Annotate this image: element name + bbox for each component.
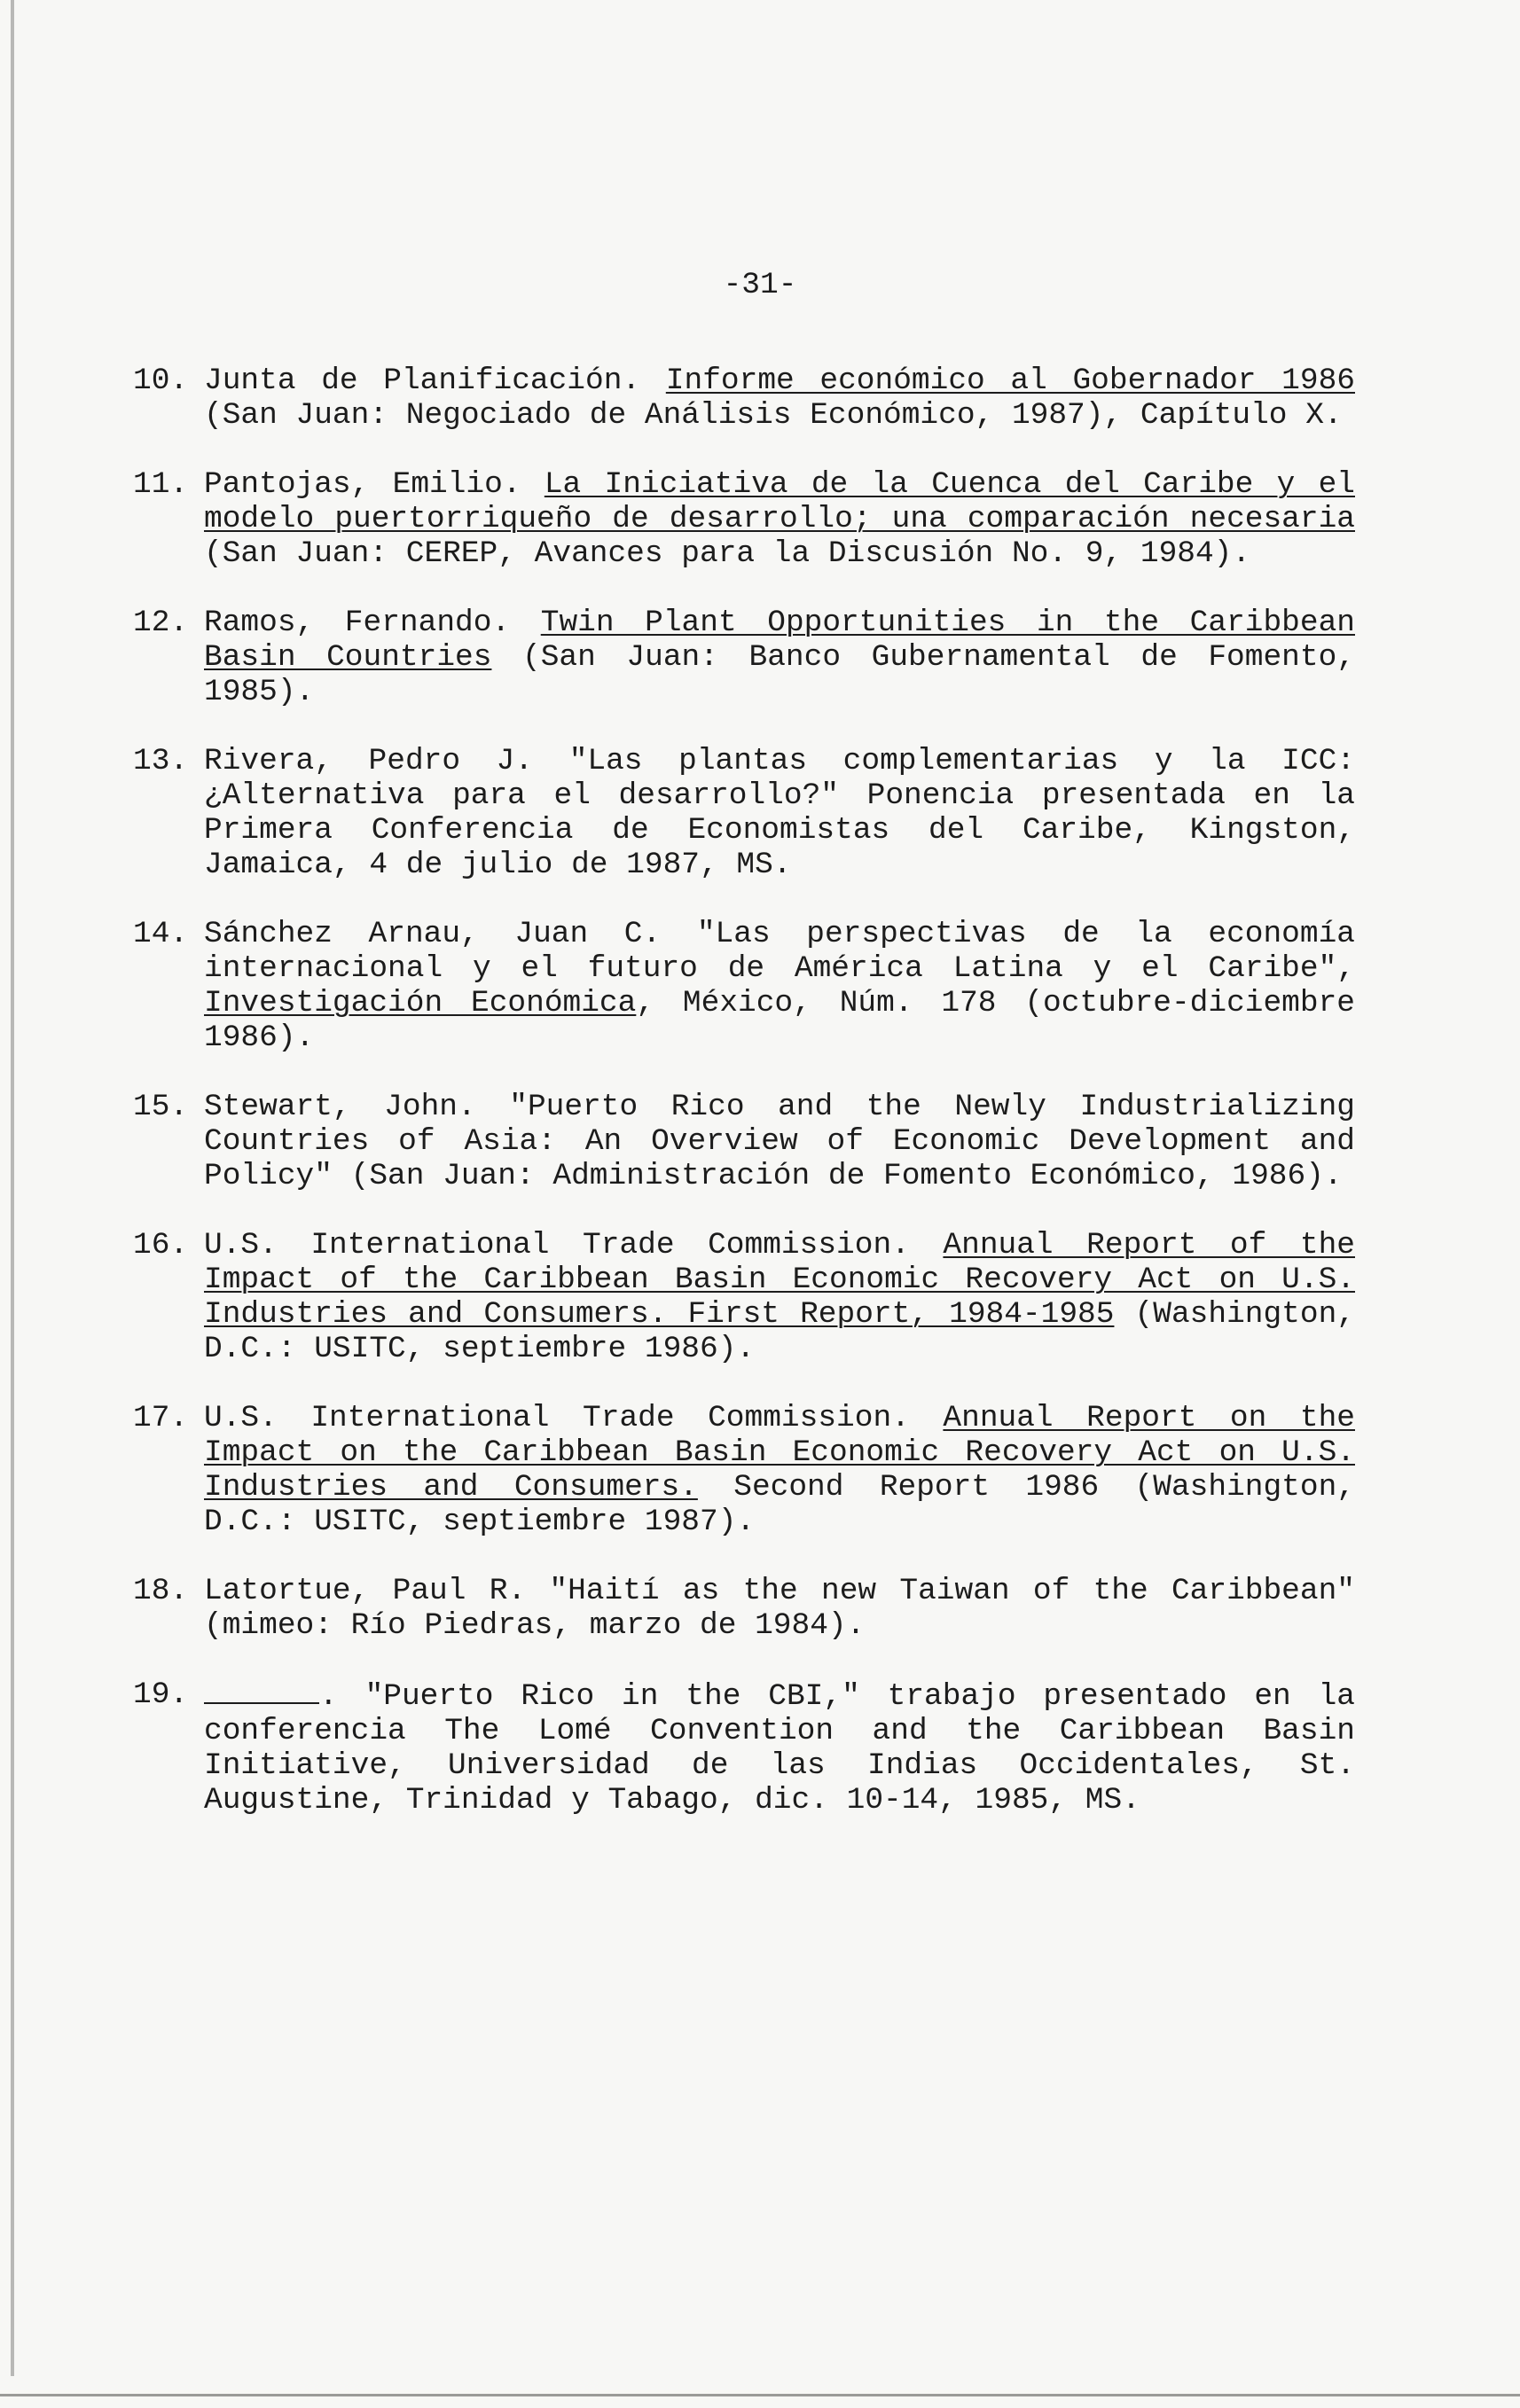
reference-title: Annual Report of the Impact of the Caribbean Basin Economic Recovery Act on U.S. Industries and Consumers. First Report, 1984-1985 — [204, 1228, 1355, 1332]
reference-title: La Iniciativa de la Cuenca del Caribe y el modelo puertorriqueño de desarrollo; una comparación necesaria — [204, 467, 1355, 536]
reference-segment: U.S. International Trade Commission. — [204, 1401, 944, 1435]
reference-segment: Pantojas, Emilio. — [204, 467, 545, 502]
reference-number: 13. — [133, 744, 189, 778]
reference-number: 15. — [133, 1090, 189, 1124]
reference-segment: (San Juan: Negociado de Análisis Económico, 1987), Capítulo X. — [204, 398, 1343, 433]
reference-text — [204, 744, 1355, 882]
reference-number: 12. — [133, 606, 189, 640]
reference-segment: (Washington, D.C.: USITC, septiembre 1986). — [204, 1297, 1355, 1366]
reference-segment: Sánchez Arnau, Juan C. "Las perspectivas de la economía internacional y el futuro de América Latina y el Caribe", — [204, 917, 1355, 986]
reference-title: Annual Report on the Impact on the Caribbean Basin Economic Recovery Act on U.S. Industries and Consumers. — [204, 1401, 1355, 1505]
reference-segment: Ramos, Fernando. — [204, 606, 541, 640]
page-number: -31- — [723, 268, 797, 302]
reference-segment: Second Report 1986 (Washington, D.C.: USITC, septiembre 1987). — [204, 1470, 1355, 1539]
reference-segment: Junta de Planificación. — [204, 364, 666, 398]
author-repeat-blank — [204, 1677, 319, 1704]
reference-text — [204, 1574, 1355, 1643]
reference-number: 11. — [133, 467, 189, 502]
reference-number: 17. — [133, 1401, 189, 1435]
reference-text — [204, 467, 1355, 571]
reference-entry — [0, 917, 1520, 1055]
reference-entry — [0, 1574, 1520, 1643]
reference-entry — [0, 1090, 1520, 1193]
reference-segment: , México, Núm. 178 (octubre-diciembre 1986). — [204, 986, 1355, 1055]
reference-entry — [0, 467, 1520, 571]
reference-text — [204, 1228, 1355, 1366]
reference-segment: (San Juan: Banco Gubernamental de Fomento, 1985). — [204, 640, 1355, 709]
reference-number: 16. — [133, 1228, 189, 1263]
reference-text — [204, 1677, 1355, 1818]
reference-entry — [0, 1228, 1520, 1366]
reference-segment: Rivera, Pedro J. "Las plantas complementarias y la ICC: ¿Alternativa para el desarrollo?" Ponencia presentada en la Primera Conferencia de Economistas del Caribe, Kingston, Jamaica, 4 de julio de 1987, MS. — [204, 744, 1355, 882]
reference-entry — [0, 606, 1520, 709]
reference-segment: Stewart, John. "Puerto Rico and the Newly Industrializing Countries of Asia: An Overview of Economic Development and Policy" (San Juan: Administración de Fomento Económico, 1986). — [204, 1090, 1355, 1193]
reference-text — [204, 606, 1355, 709]
reference-segment: . "Puerto Rico in the CBI," trabajo presentado en la conferencia The Lomé Convention and the Caribbean Basin Initiative, Universidad de las Indias Occidentales, St. Augustine, Trinidad y Tabago, dic. 10-14, 1985, MS. — [204, 1679, 1355, 1818]
reference-title: Informe económico al Gobernador 1986 — [665, 364, 1355, 398]
reference-number: 19. — [133, 1677, 189, 1712]
reference-segment: U.S. International Trade Commission. — [204, 1228, 944, 1263]
reference-entry — [0, 1401, 1520, 1539]
reference-number: 18. — [133, 1574, 189, 1608]
reference-number: 10. — [133, 364, 189, 398]
reference-entry — [0, 744, 1520, 882]
reference-title: Investigación Económica — [204, 986, 637, 1020]
reference-entry — [0, 1677, 1520, 1818]
reference-entry — [0, 364, 1520, 433]
reference-text — [204, 1401, 1355, 1539]
reference-list — [0, 364, 1520, 1852]
reference-segment: (San Juan: CEREP, Avances para la Discusión No. 9, 1984). — [204, 536, 1251, 571]
reference-text — [204, 1090, 1355, 1193]
reference-text — [204, 917, 1355, 1055]
reference-segment: Latortue, Paul R. "Haití as the new Taiwan of the Caribbean" (mimeo: Río Piedras, marzo de 1984). — [204, 1574, 1355, 1643]
reference-text — [204, 364, 1355, 433]
reference-number: 14. — [133, 917, 189, 951]
reference-title: Twin Plant Opportunities in the Caribbean Basin Countries — [204, 606, 1355, 675]
